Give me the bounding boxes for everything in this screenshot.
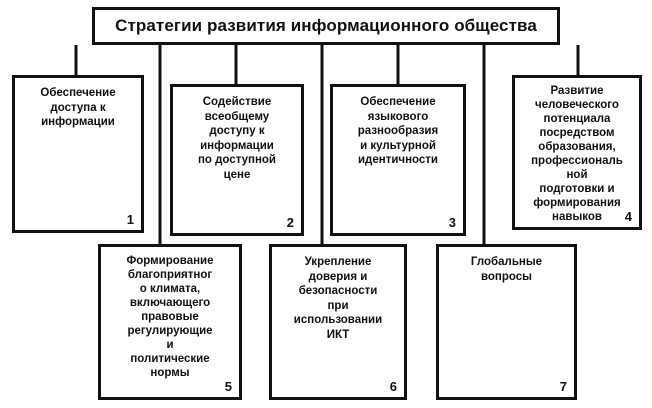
strategy-box-7 [436,244,577,400]
strategy-box-1-text: Обеспечение доступа к информации [40,87,116,128]
strategy-box-6-text: Укрепление доверия и безопасности при использовании ИКТ [293,256,383,341]
strategy-box-2-text: Содействие всеобщему доступу к информации по доступной цене [197,96,277,181]
strategy-box-2-number: 2 [286,215,294,230]
strategy-box-7-number: 7 [559,379,567,394]
strategy-box-4-number: 4 [624,209,632,224]
strategy-box-5 [98,244,242,400]
strategy-box-6 [269,244,407,400]
strategy-box-2 [170,84,304,236]
strategy-box-7-text: Глобальные вопросы [470,256,543,283]
strategy-box-6-number: 6 [389,379,397,394]
strategy-box-3 [330,84,466,236]
strategy-box-1 [12,75,144,233]
strategy-box-3-number: 3 [448,215,456,230]
strategy-box-4-text: Развитие человеческого потенциала посредством образования, профессиональ ной подготовки и формирования навыков [531,85,623,223]
strategy-box-1-number: 1 [126,212,134,227]
strategy-box-4 [512,75,642,230]
diagram-title: Стратегии развития информационного общества [92,7,560,45]
strategy-box-5-text: Формирование благоприятног о климата, включающего правовые регулирующие и политические нормы [126,255,214,379]
strategy-box-5-number: 5 [224,379,232,394]
strategy-box-3-text: Обеспечение языкового разнообразия и культурной идентичности [357,96,439,166]
